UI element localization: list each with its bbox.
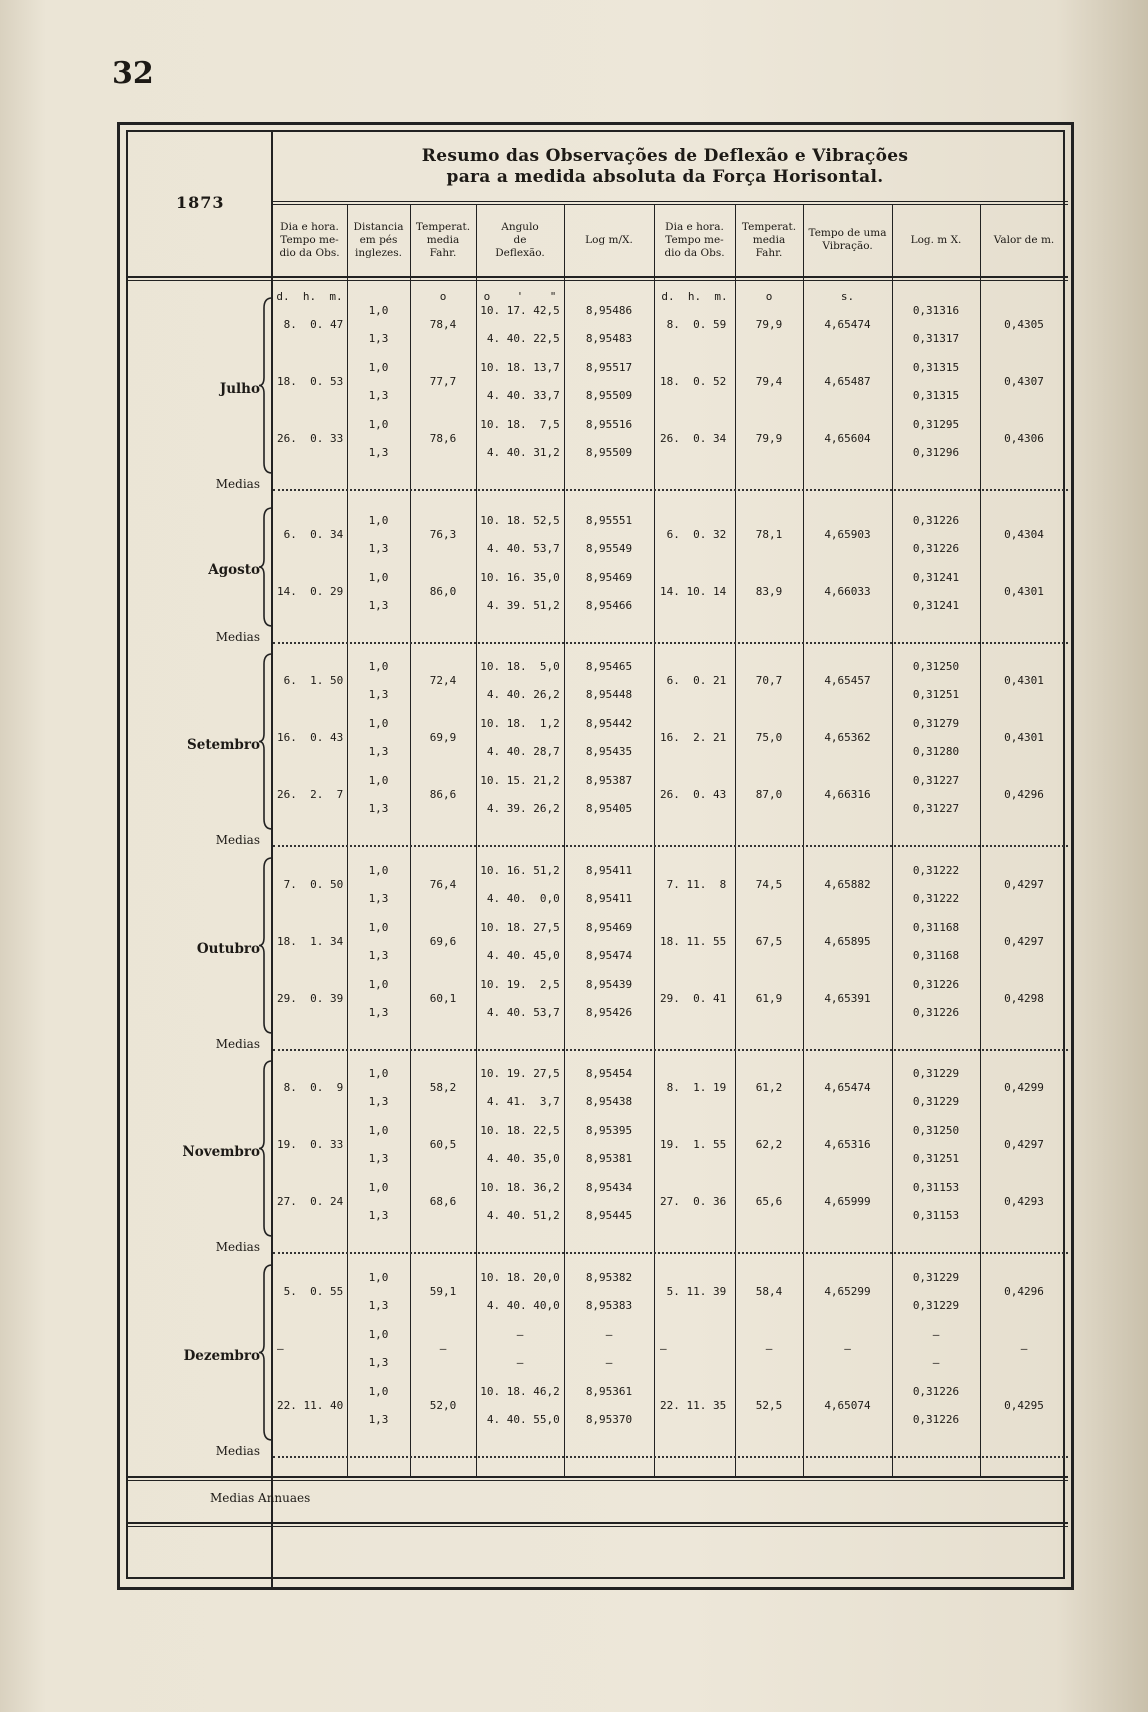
medias-dotted-line — [273, 642, 1068, 644]
header-bottom-rule-2 — [127, 280, 1068, 281]
log-m-times-x: 0,31222 — [912, 864, 960, 877]
distance-1: 1,0 — [368, 978, 389, 991]
distance-2: 1,3 — [368, 332, 389, 345]
temperature-2: 79,9 — [755, 432, 783, 445]
dia-hora-vib: 18. 11. 55 — [660, 935, 727, 948]
dia-hora-obs: 6. 0. 34 — [277, 528, 344, 541]
log-m-x: 8,95411 — [585, 892, 633, 905]
value-of-m: 0,4307 — [1004, 375, 1044, 388]
deflection-angle: 4. 40. 22,5 — [480, 332, 560, 345]
temperature-1: 78,4 — [429, 318, 457, 331]
deflection-angle: 10. 18. 1,2 — [480, 717, 560, 730]
medias-label-4: Medias — [215, 1240, 260, 1254]
month-brace-2 — [258, 652, 274, 831]
value-of-m: 0,4306 — [1004, 432, 1044, 445]
deflection-angle: 4. 40. 53,7 — [480, 1006, 560, 1019]
dia-hora-obs: 7. 0. 50 — [277, 878, 344, 891]
vibration-time: 4,65299 — [824, 1285, 871, 1298]
month-label-4: Novembro — [182, 1143, 260, 1160]
value-of-m: 0,4298 — [1004, 992, 1044, 1005]
dia-hora-obs: 6. 1. 50 — [277, 674, 344, 687]
temperature-1: 52,0 — [429, 1399, 457, 1412]
log-m-x: 8,95517 — [585, 361, 633, 374]
log-m-times-x: 0,31226 — [912, 514, 960, 527]
annual-top-rule — [127, 1476, 1068, 1478]
header-temp1: Temperat. media Fahr. — [415, 220, 471, 259]
log-m-x: 8,95361 — [585, 1385, 633, 1398]
header-temp2: Temperat. media Fahr. — [741, 220, 797, 259]
value-of-m: 0,4301 — [1004, 731, 1044, 744]
vibration-time: 4,65316 — [824, 1138, 871, 1151]
dia-hora-vib: 8. 1. 19 — [660, 1081, 727, 1094]
log-m-x: 8,95483 — [585, 332, 633, 345]
temperature-1: 78,6 — [429, 432, 457, 445]
deflection-angle: 4. 40. 55,0 — [480, 1413, 560, 1426]
log-m-times-x: 0,31316 — [912, 304, 960, 317]
temperature-1: 86,0 — [429, 585, 457, 598]
dia-hora-vib: 8. 0. 59 — [660, 318, 727, 331]
vibration-time: 4,65457 — [824, 674, 871, 687]
dia-hora-obs: 14. 0. 29 — [277, 585, 344, 598]
value-of-m: — — [1020, 1342, 1028, 1355]
distance-1: 1,0 — [368, 717, 389, 730]
log-m-x: 8,95486 — [585, 304, 633, 317]
temperature-1: 68,6 — [429, 1195, 457, 1208]
temperature-2: 74,5 — [755, 878, 783, 891]
temperature-2: 67,5 — [755, 935, 783, 948]
dia-hora-vib: 14. 10. 14 — [660, 585, 727, 598]
header-bottom-rule — [127, 276, 1068, 278]
deflection-angle: 10. 17. 42,5 — [480, 304, 560, 317]
temperature-1: 72,4 — [429, 674, 457, 687]
temperature-2: 75,0 — [755, 731, 783, 744]
deflection-angle: 4. 40. 33,7 — [480, 389, 560, 402]
table-title — [260, 146, 1070, 188]
annual-means-label: Medias Annuaes — [210, 1491, 311, 1505]
distance-2: 1,3 — [368, 1095, 389, 1108]
log-m-x: 8,95439 — [585, 978, 633, 991]
log-m-x: 8,95382 — [585, 1271, 633, 1284]
deflection-angle: 4. 41. 3,7 — [480, 1095, 560, 1108]
distance-1: 1,0 — [368, 1271, 389, 1284]
log-m-x: 8,95474 — [585, 949, 633, 962]
medias-label-3: Medias — [215, 1037, 260, 1051]
title-line-2: para a medida absoluta da Força Horisontal. — [446, 167, 884, 187]
deflection-angle: 10. 19. 27,5 — [480, 1067, 560, 1080]
dia-hora-obs: 18. 0. 53 — [277, 375, 344, 388]
log-m-times-x: 0,31317 — [912, 332, 960, 345]
temperature-1: 86,6 — [429, 788, 457, 801]
dia-hora-obs: 29. 0. 39 — [277, 992, 344, 1005]
page-number: 32 — [112, 56, 154, 91]
value-of-m: 0,4299 — [1004, 1081, 1044, 1094]
year-label: 1873 — [176, 193, 225, 212]
log-m-x: 8,95516 — [585, 418, 633, 431]
temperature-2: 87,0 — [755, 788, 783, 801]
dia-hora-vib: — — [660, 1342, 667, 1355]
log-m-x: 8,95509 — [585, 446, 633, 459]
log-m-times-x: 0,31222 — [912, 892, 960, 905]
medias-dotted-line — [273, 1456, 1068, 1458]
distance-2: 1,3 — [368, 389, 389, 402]
log-m-x: 8,95551 — [585, 514, 633, 527]
temperature-1: 69,9 — [429, 731, 457, 744]
vibration-time: 4,65604 — [824, 432, 871, 445]
temperature-2: 79,4 — [755, 375, 783, 388]
distance-1: 1,0 — [368, 660, 389, 673]
month-brace-5 — [258, 1263, 274, 1442]
header-tempo: Tempo de uma Vibração. — [808, 227, 887, 252]
temperature-2: 70,7 — [755, 674, 783, 687]
log-m-x: 8,95370 — [585, 1413, 633, 1426]
log-m-times-x: 0,31315 — [912, 361, 960, 374]
title-line-1: Resumo das Observações de Deflexão e Vibrações — [421, 146, 909, 166]
log-m-times-x: — — [932, 1356, 940, 1369]
distance-2: 1,3 — [368, 1152, 389, 1165]
temperature-2: 52,5 — [755, 1399, 783, 1412]
medias-label-5: Medias — [215, 1444, 260, 1458]
month-label-2: Setembro — [186, 736, 260, 753]
header-logmx: Log. m X. — [910, 233, 962, 246]
distance-1: 1,0 — [368, 1067, 389, 1080]
distance-2: 1,3 — [368, 1006, 389, 1019]
vibration-time: 4,65903 — [824, 528, 871, 541]
distance-2: 1,3 — [368, 599, 389, 612]
log-m-x: 8,95469 — [585, 921, 633, 934]
vibration-time: 4,66316 — [824, 788, 871, 801]
distance-1: 1,0 — [368, 361, 389, 374]
value-of-m: 0,4297 — [1004, 878, 1044, 891]
deflection-angle: — — [516, 1328, 524, 1341]
log-m-times-x: 0,31241 — [912, 599, 960, 612]
distance-2: 1,3 — [368, 1299, 389, 1312]
value-of-m: 0,4295 — [1004, 1399, 1044, 1412]
vibration-time: — — [844, 1342, 851, 1355]
log-m-x: 8,95509 — [585, 389, 633, 402]
distance-2: 1,3 — [368, 892, 389, 905]
vibration-time: 4,65074 — [824, 1399, 871, 1412]
annual-bottom-rule — [127, 1522, 1068, 1524]
annual-top-rule-2 — [127, 1480, 1068, 1481]
vibration-time: 4,65882 — [824, 878, 871, 891]
medias-label-2: Medias — [215, 833, 260, 847]
log-m-times-x: 0,31227 — [912, 774, 960, 787]
deflection-angle: 4. 40. 35,0 — [480, 1152, 560, 1165]
unit-angulo: o ' " — [483, 290, 557, 303]
deflection-angle: 10. 15. 21,2 — [480, 774, 560, 787]
log-m-times-x: 0,31153 — [912, 1209, 960, 1222]
log-m-x: 8,95381 — [585, 1152, 633, 1165]
log-m-x: 8,95426 — [585, 1006, 633, 1019]
temperature-1: 60,1 — [429, 992, 457, 1005]
vibration-time: 4,65362 — [824, 731, 871, 744]
deflection-angle: 4. 40. 40,0 — [480, 1299, 560, 1312]
log-m-x: 8,95549 — [585, 542, 633, 555]
dia-hora-obs: 16. 0. 43 — [277, 731, 344, 744]
dia-hora-vib: 26. 0. 34 — [660, 432, 727, 445]
deflection-angle: 10. 18. 36,2 — [480, 1181, 560, 1194]
temperature-2: 79,9 — [755, 318, 783, 331]
unit-temp2: o — [765, 290, 773, 303]
value-of-m: 0,4301 — [1004, 674, 1044, 687]
log-m-x: 8,95438 — [585, 1095, 633, 1108]
dia-hora-obs: 22. 11. 40 — [277, 1399, 344, 1412]
vibration-time: 4,66033 — [824, 585, 871, 598]
header-dia2: Dia e hora. Tempo me- dio da Obs. — [664, 220, 725, 259]
distance-1: 1,0 — [368, 418, 389, 431]
temperature-2: 78,1 — [755, 528, 783, 541]
month-brace-3 — [258, 856, 274, 1035]
vibration-time: 4,65895 — [824, 935, 871, 948]
log-m-x: 8,95434 — [585, 1181, 633, 1194]
medias-label-1: Medias — [215, 630, 260, 644]
vibration-time: 4,65474 — [824, 318, 871, 331]
deflection-angle: 4. 39. 51,2 — [480, 599, 560, 612]
log-m-x: 8,95395 — [585, 1124, 633, 1137]
header-dist: Distancia em pés inglezes. — [353, 220, 404, 259]
log-m-x: 8,95387 — [585, 774, 633, 787]
distance-1: 1,0 — [368, 571, 389, 584]
column-divider-5 — [654, 204, 655, 1476]
temperature-1: 59,1 — [429, 1285, 457, 1298]
log-m-x: 8,95454 — [585, 1067, 633, 1080]
dia-hora-obs: — — [277, 1342, 284, 1355]
distance-1: 1,0 — [368, 514, 389, 527]
log-m-times-x: 0,31227 — [912, 802, 960, 815]
unit-temp1: o — [439, 290, 447, 303]
vibration-time: 4,65487 — [824, 375, 871, 388]
log-m-times-x: 0,31315 — [912, 389, 960, 402]
dia-hora-vib: 6. 0. 32 — [660, 528, 727, 541]
month-label-5: Dezembro — [183, 1347, 260, 1364]
deflection-angle: 10. 18. 27,5 — [480, 921, 560, 934]
log-m-times-x: 0,31153 — [912, 1181, 960, 1194]
deflection-angle: 4. 40. 26,2 — [480, 688, 560, 701]
deflection-angle: 4. 40. 51,2 — [480, 1209, 560, 1222]
dia-hora-vib: 5. 11. 39 — [660, 1285, 727, 1298]
temperature-2: 61,2 — [755, 1081, 783, 1094]
log-m-x: 8,95383 — [585, 1299, 633, 1312]
distance-2: 1,3 — [368, 949, 389, 962]
month-label-0: Julho — [219, 380, 260, 397]
deflection-angle: 4. 40. 28,7 — [480, 745, 560, 758]
medias-dotted-line — [273, 1049, 1068, 1051]
dia-hora-vib: 19. 1. 55 — [660, 1138, 727, 1151]
deflection-angle: 4. 40. 0,0 — [480, 892, 560, 905]
distance-1: 1,0 — [368, 1181, 389, 1194]
header-log: Log m/X. — [585, 233, 633, 246]
month-brace-4 — [258, 1059, 274, 1238]
log-m-times-x: 0,31280 — [912, 745, 960, 758]
month-brace-0 — [258, 296, 274, 475]
month-brace-1 — [258, 506, 274, 628]
header-angulo: Angulo de Deflexão. — [495, 220, 545, 259]
log-m-x: 8,95448 — [585, 688, 633, 701]
deflection-angle: 4. 40. 31,2 — [480, 446, 560, 459]
dia-hora-obs: 27. 0. 24 — [277, 1195, 344, 1208]
log-m-x: 8,95466 — [585, 599, 633, 612]
log-m-times-x: 0,31226 — [912, 978, 960, 991]
log-m-times-x: 0,31229 — [912, 1067, 960, 1080]
deflection-angle: — — [516, 1356, 524, 1369]
log-m-times-x: 0,31229 — [912, 1095, 960, 1108]
vibration-time: 4,65999 — [824, 1195, 871, 1208]
deflection-angle: 10. 18. 5,0 — [480, 660, 560, 673]
distance-1: 1,0 — [368, 1328, 389, 1341]
temperature-2: 65,6 — [755, 1195, 783, 1208]
dia-hora-vib: 6. 0. 21 — [660, 674, 727, 687]
value-of-m: 0,4293 — [1004, 1195, 1044, 1208]
dia-hora-obs: 26. 2. 7 — [277, 788, 344, 801]
temperature-1: 58,2 — [429, 1081, 457, 1094]
log-m-times-x: 0,31250 — [912, 660, 960, 673]
temperature-1: 76,4 — [429, 878, 457, 891]
value-of-m: 0,4301 — [1004, 585, 1044, 598]
log-m-times-x: 0,31251 — [912, 1152, 960, 1165]
value-of-m: 0,4296 — [1004, 788, 1044, 801]
distance-2: 1,3 — [368, 542, 389, 555]
distance-1: 1,0 — [368, 1385, 389, 1398]
deflection-angle: 10. 16. 51,2 — [480, 864, 560, 877]
medias-dotted-line — [273, 489, 1068, 491]
medias-dotted-line — [273, 845, 1068, 847]
vibration-time: 4,65391 — [824, 992, 871, 1005]
log-m-x: 8,95445 — [585, 1209, 633, 1222]
value-of-m: 0,4304 — [1004, 528, 1044, 541]
log-m-times-x: 0,31296 — [912, 446, 960, 459]
dia-hora-vib: 18. 0. 52 — [660, 375, 727, 388]
deflection-angle: 10. 18. 20,0 — [480, 1271, 560, 1284]
temperature-2: 58,4 — [755, 1285, 783, 1298]
distance-1: 1,0 — [368, 304, 389, 317]
deflection-angle: 10. 16. 35,0 — [480, 571, 560, 584]
distance-1: 1,0 — [368, 864, 389, 877]
deflection-angle: 10. 18. 22,5 — [480, 1124, 560, 1137]
dia-hora-obs: 8. 0. 47 — [277, 318, 344, 331]
annual-bottom-rule-2 — [127, 1526, 1068, 1527]
temperature-1: — — [439, 1342, 447, 1355]
log-m-x: — — [605, 1328, 613, 1341]
value-of-m: 0,4296 — [1004, 1285, 1044, 1298]
distance-1: 1,0 — [368, 774, 389, 787]
temperature-1: 69,6 — [429, 935, 457, 948]
distance-2: 1,3 — [368, 688, 389, 701]
dia-hora-obs: 5. 0. 55 — [277, 1285, 344, 1298]
log-m-times-x: 0,31226 — [912, 1413, 960, 1426]
header-valor: Valor de m. — [993, 233, 1055, 246]
unit-tempo: s. — [840, 290, 855, 303]
temperature-2: — — [765, 1342, 773, 1355]
dia-hora-obs: 8. 0. 9 — [277, 1081, 344, 1094]
deflection-angle: 10. 18. 52,5 — [480, 514, 560, 527]
dia-hora-vib: 16. 2. 21 — [660, 731, 727, 744]
log-m-times-x: 0,31226 — [912, 1385, 960, 1398]
deflection-angle: 10. 18. 13,7 — [480, 361, 560, 374]
log-m-times-x: 0,31250 — [912, 1124, 960, 1137]
log-m-times-x: 0,31251 — [912, 688, 960, 701]
log-m-x: 8,95469 — [585, 571, 633, 584]
log-m-x: 8,95465 — [585, 660, 633, 673]
distance-2: 1,3 — [368, 802, 389, 815]
distance-2: 1,3 — [368, 446, 389, 459]
deflection-angle: 10. 19. 2,5 — [480, 978, 560, 991]
log-m-times-x: 0,31168 — [912, 921, 960, 934]
log-m-x: 8,95442 — [585, 717, 633, 730]
log-m-x: — — [605, 1356, 613, 1369]
dia-hora-obs: 18. 1. 34 — [277, 935, 344, 948]
dia-hora-vib: 7. 11. 8 — [660, 878, 727, 891]
unit-dia1: d. h. m. — [276, 290, 343, 303]
log-m-times-x: 0,31241 — [912, 571, 960, 584]
log-m-times-x: — — [932, 1328, 940, 1341]
value-of-m: 0,4305 — [1004, 318, 1044, 331]
deflection-angle: 4. 39. 26,2 — [480, 802, 560, 815]
log-m-times-x: 0,31295 — [912, 418, 960, 431]
deflection-angle: 4. 40. 53,7 — [480, 542, 560, 555]
temperature-2: 61,9 — [755, 992, 783, 1005]
header-dia1: Dia e hora. Tempo me- dio da Obs. — [279, 220, 340, 259]
dia-hora-obs: 26. 0. 33 — [277, 432, 344, 445]
distance-1: 1,0 — [368, 921, 389, 934]
value-of-m: 0,4297 — [1004, 1138, 1044, 1151]
month-label-3: Outubro — [196, 940, 260, 957]
title-rule — [273, 201, 1068, 202]
medias-label-0: Medias — [215, 477, 260, 491]
log-m-times-x: 0,31229 — [912, 1299, 960, 1312]
log-m-times-x: 0,31229 — [912, 1271, 960, 1284]
log-m-x: 8,95435 — [585, 745, 633, 758]
unit-dia2: d. h. m. — [661, 290, 728, 303]
distance-2: 1,3 — [368, 1209, 389, 1222]
deflection-angle: 10. 18. 46,2 — [480, 1385, 560, 1398]
month-label-1: Agosto — [208, 562, 260, 578]
temperature-1: 76,3 — [429, 528, 457, 541]
temperature-2: 83,9 — [755, 585, 783, 598]
log-m-times-x: 0,31226 — [912, 1006, 960, 1019]
dia-hora-obs: 19. 0. 33 — [277, 1138, 344, 1151]
dia-hora-vib: 27. 0. 36 — [660, 1195, 727, 1208]
temperature-1: 77,7 — [429, 375, 457, 388]
temperature-2: 62,2 — [755, 1138, 783, 1151]
distance-2: 1,3 — [368, 745, 389, 758]
temperature-1: 60,5 — [429, 1138, 457, 1151]
log-m-x: 8,95411 — [585, 864, 633, 877]
dia-hora-vib: 29. 0. 41 — [660, 992, 727, 1005]
log-m-times-x: 0,31226 — [912, 542, 960, 555]
distance-2: 1,3 — [368, 1413, 389, 1426]
value-of-m: 0,4297 — [1004, 935, 1044, 948]
log-m-times-x: 0,31279 — [912, 717, 960, 730]
dia-hora-vib: 26. 0. 43 — [660, 788, 727, 801]
log-m-times-x: 0,31168 — [912, 949, 960, 962]
dia-hora-vib: 22. 11. 35 — [660, 1399, 727, 1412]
medias-dotted-line — [273, 1252, 1068, 1254]
deflection-angle: 10. 18. 7,5 — [480, 418, 560, 431]
log-m-x: 8,95405 — [585, 802, 633, 815]
distance-1: 1,0 — [368, 1124, 389, 1137]
deflection-angle: 4. 40. 45,0 — [480, 949, 560, 962]
distance-2: 1,3 — [368, 1356, 389, 1369]
vibration-time: 4,65474 — [824, 1081, 871, 1094]
